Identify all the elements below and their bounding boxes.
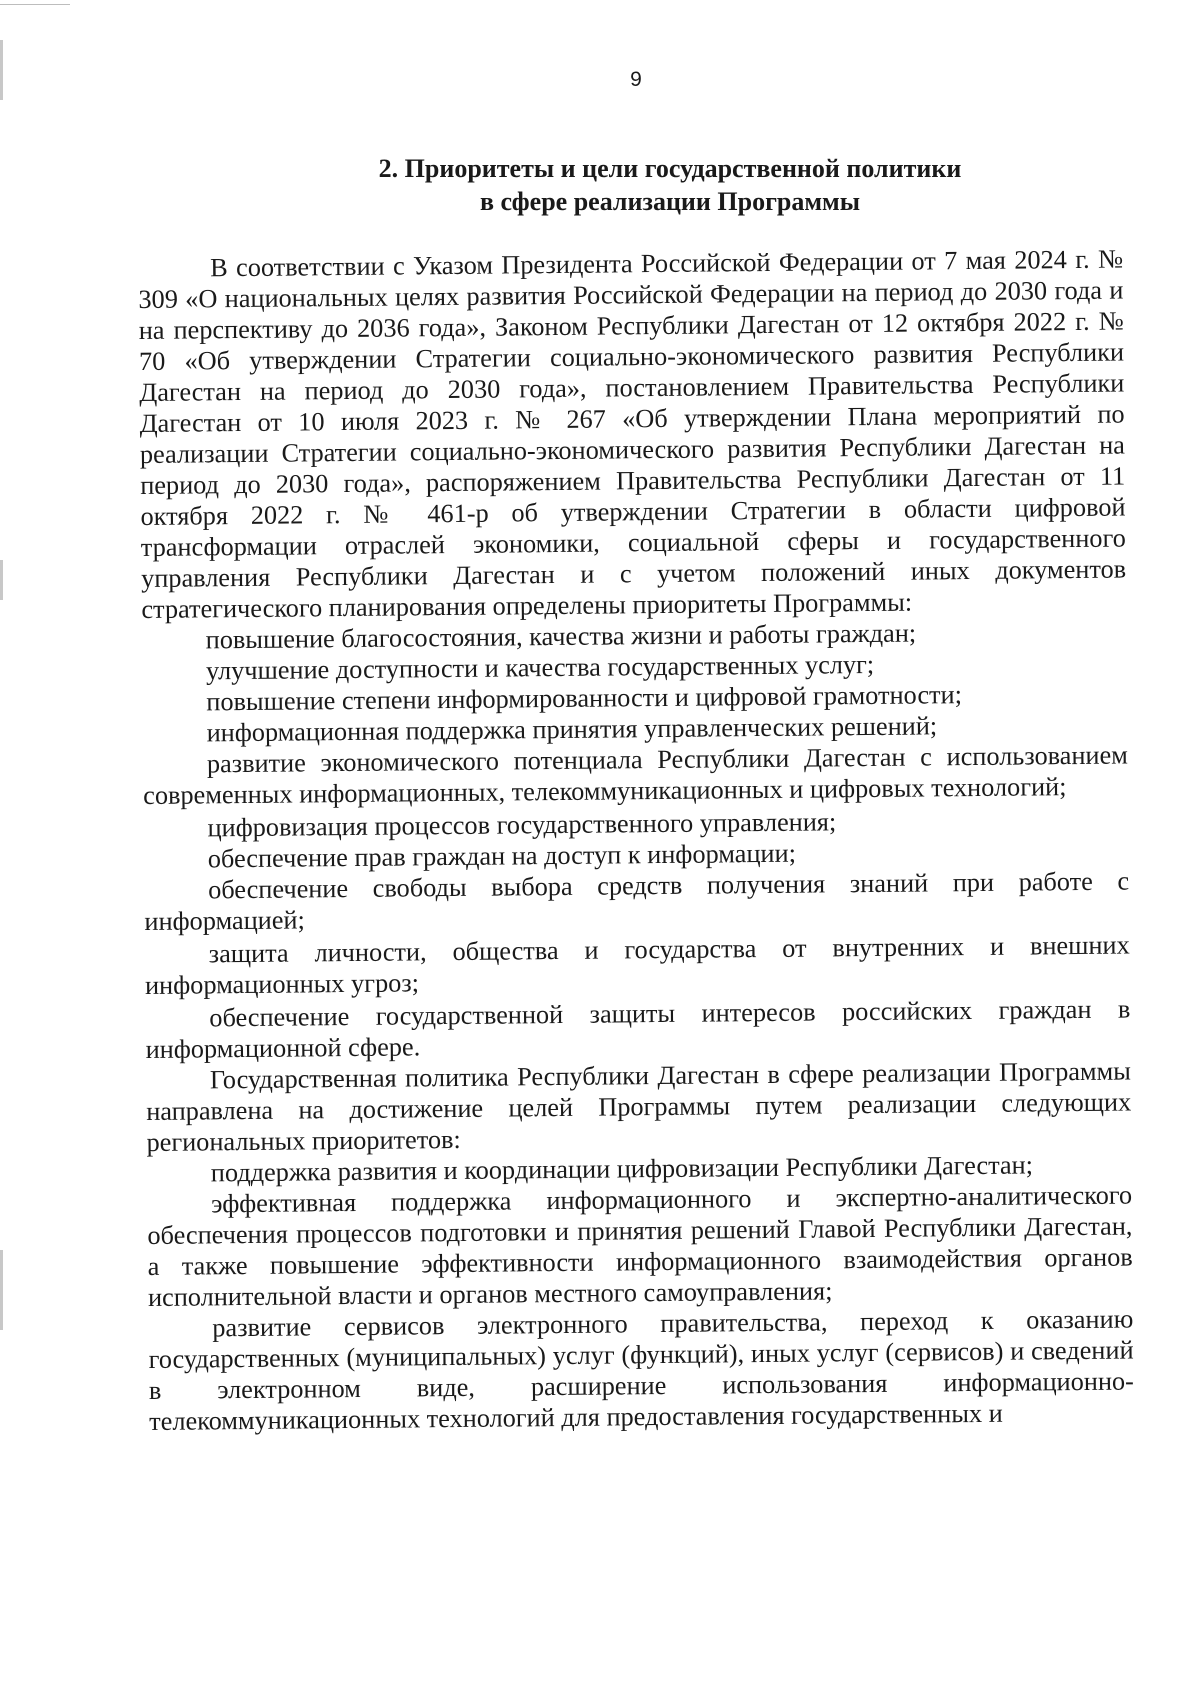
- list-item: обеспечение прав граждан на доступ к информации;: [207, 838, 797, 874]
- list-item: информационная поддержка принятия управленческих решений;: [206, 711, 938, 748]
- scan-edge-mark: [0, 560, 3, 600]
- list-item: развитие сервисов электронного правительства, переход к оказанию государственных (муниципальных) услуг (функций), иных услуг (сервисов) и сведений в электронном виде, расширение использования информационно-телекоммуникационных технологий для предоставления государственных и: [148, 1304, 1135, 1436]
- paragraph: Государственная политика Республики Дагестан в сфере реализации Программы направлена на достижение целей Программы путем реализации следующих региональных приоритетов:: [146, 1056, 1132, 1157]
- list-item: развитие экономического потенциала Республики Дагестан с использованием современных информационных, телекоммуникационных и цифровых технологий;: [143, 740, 1129, 810]
- list-item: повышение степени информированности и цифровой грамотности;: [206, 680, 963, 717]
- heading-line: в сфере реализации Программы: [479, 187, 861, 216]
- body-text: [138, 244, 1134, 1437]
- paragraph: В соответствии с Указом Президента Российской Федерации от 7 мая 2024 г. № 309 «О национальных целях развития Российской Федерации на период до 2030 года и на перспективу до 2036 года», Законом Республики Дагестан от 12 октября 2022 г. № 70 «Об утверждении Стратегии социально-экономического развития Республики Дагестан на период до 2030 года», постановлением Правительства Республики Дагестан от 10 июля 2023 г. № 267 «Об утверждении Плана мероприятий по реализации Стратегии социально-экономического развития Республики Дагестан на период до 2030 года», распоряжением Правительства Республики Дагестан от 11 октября 2022 г. № 461-р об утверждении Стратегии в области цифровой трансформации отраслей экономики, социальной сферы и государственного управления Республики Дагестан и с учетом положений иных документов стратегического планирования определены приоритеты Программы:: [138, 244, 1127, 624]
- list-item: улучшение доступности и качества государственных услуг;: [205, 649, 875, 686]
- heading-line: 2. Приоритеты и цели государственной политики: [378, 154, 962, 183]
- list-item: обеспечение государственной защиты интересов российских граждан в информационной сфере.: [145, 994, 1131, 1064]
- list-item: повышение благосостояния, качества жизни и работы граждан;: [205, 618, 917, 655]
- list-item: обеспечение свободы выбора средств получения знаний при работе с информацией;: [144, 866, 1130, 936]
- list-item: защита личности, общества и государства от внутренних и внешних информационных угроз;: [144, 930, 1130, 1000]
- scan-edge-mark: [0, 1250, 3, 1330]
- page-number: 9: [630, 68, 642, 91]
- scan-edge-line: [0, 4, 70, 5]
- list-item: поддержка развития и координации цифровизации Республики Дагестан;: [210, 1150, 1034, 1188]
- section-heading: [300, 152, 1040, 218]
- list-item: эффективная поддержка информационного и экспертно-аналитического обеспечения процессов подготовки и принятия решений Главой Республики Дагестан, а также повышение эффективности информационного взаимодействия органов исполнительной власти и органов местного самоуправления;: [147, 1180, 1133, 1312]
- list-item: цифровизация процессов государственного управления;: [207, 807, 837, 843]
